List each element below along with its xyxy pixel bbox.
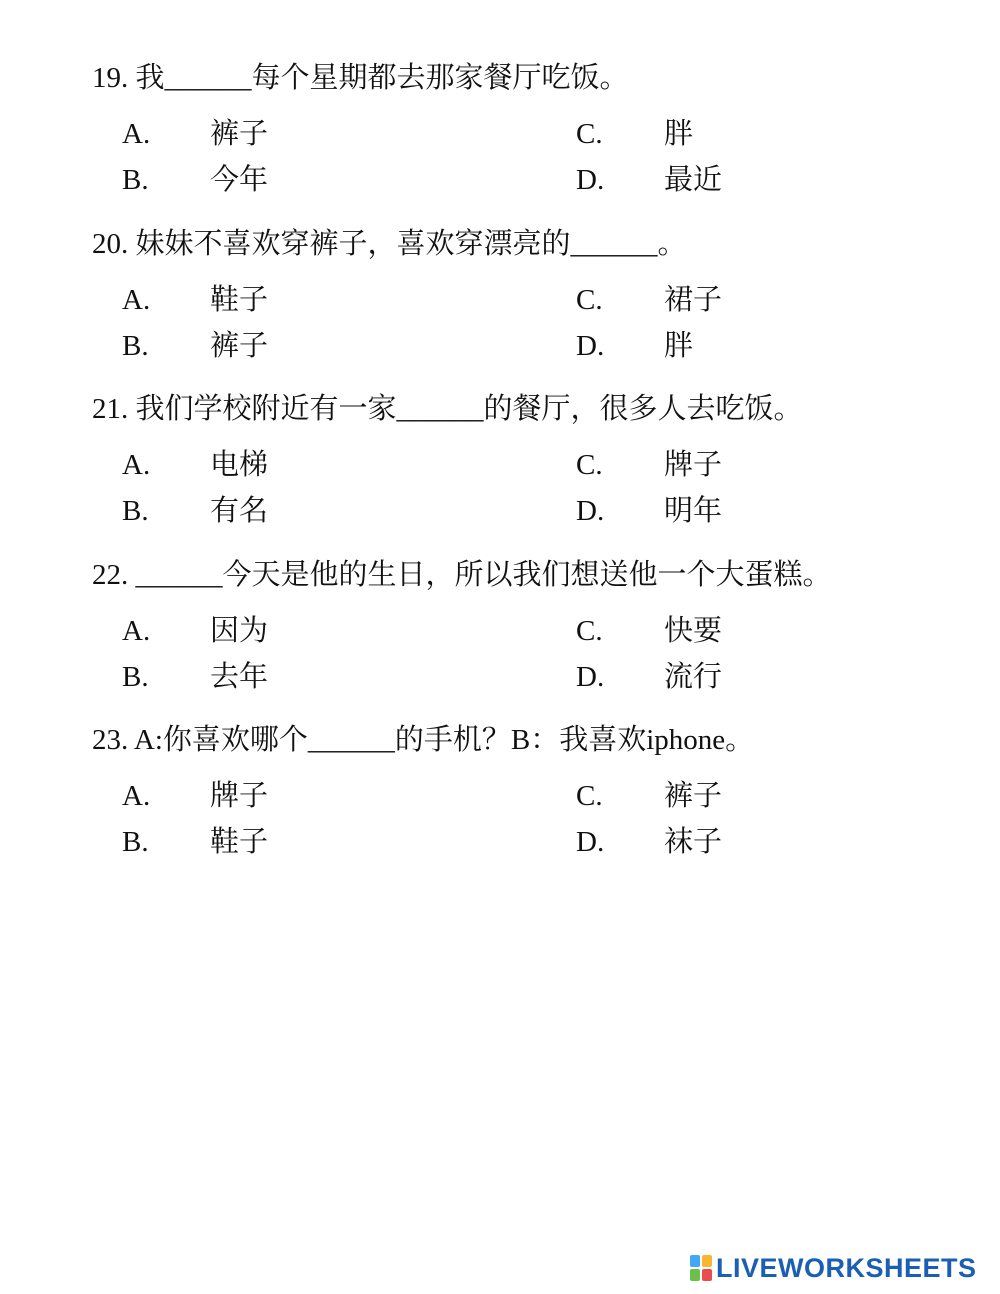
option-text: 鞋子 <box>210 826 269 858</box>
option-text: 胖 <box>664 118 694 150</box>
answer-options <box>92 447 972 539</box>
option-letter: D. <box>576 330 605 362</box>
question-21 <box>92 391 972 539</box>
option-text: 因为 <box>210 615 269 647</box>
option-b[interactable] <box>122 493 268 529</box>
option-letter: D. <box>576 826 605 858</box>
option-text: 快要 <box>664 615 723 647</box>
option-a[interactable] <box>122 447 268 483</box>
option-letter: C. <box>576 615 603 647</box>
option-text: 裤子 <box>210 118 269 150</box>
question-text: 22. ______今天是他的生日，所以我们想送他一个大蛋糕。 <box>92 559 832 591</box>
option-text: 鞋子 <box>210 284 269 316</box>
option-letter: B. <box>122 164 149 196</box>
option-c[interactable] <box>576 778 722 814</box>
option-b[interactable] <box>122 824 268 860</box>
option-letter: A. <box>122 615 151 647</box>
answer-options <box>92 778 972 870</box>
option-text: 明年 <box>664 495 723 527</box>
option-text: 电梯 <box>210 449 269 481</box>
option-letter: B. <box>122 330 149 362</box>
option-letter: D. <box>576 661 605 693</box>
question-text: 23. A:你喜欢哪个______的手机？B：我喜欢iphone。 <box>92 724 755 756</box>
option-text: 最近 <box>664 164 723 196</box>
option-text: 裙子 <box>664 284 723 316</box>
question-22 <box>92 557 972 705</box>
option-text: 胖 <box>664 330 694 362</box>
option-letter: B. <box>122 826 149 858</box>
question-23 <box>92 722 972 870</box>
option-a[interactable] <box>122 613 268 649</box>
answer-options <box>92 116 972 208</box>
option-letter: D. <box>576 164 605 196</box>
option-letter: C. <box>576 118 603 150</box>
option-text: 裤子 <box>210 330 269 362</box>
option-text: 今年 <box>210 164 269 196</box>
option-letter: A. <box>122 449 151 481</box>
option-text: 有名 <box>210 495 269 527</box>
option-letter: B. <box>122 661 149 693</box>
question-text: 20. 妹妹不喜欢穿裤子，喜欢穿漂亮的______。 <box>92 228 687 260</box>
option-text: 裤子 <box>664 780 723 812</box>
option-letter: C. <box>576 780 603 812</box>
question-19 <box>92 60 972 208</box>
option-b[interactable] <box>122 659 268 695</box>
option-text: 袜子 <box>664 826 723 858</box>
option-d[interactable] <box>576 824 722 860</box>
liveworksheets-logo <box>690 1251 977 1285</box>
answer-options <box>92 613 972 705</box>
option-letter: D. <box>576 495 605 527</box>
option-d[interactable] <box>576 328 693 364</box>
question-text: 21. 我们学校附近有一家______的餐厅，很多人去吃饭。 <box>92 393 803 425</box>
option-c[interactable] <box>576 447 722 483</box>
option-c[interactable] <box>576 282 722 318</box>
option-c[interactable] <box>576 613 722 649</box>
option-d[interactable] <box>576 162 722 198</box>
option-d[interactable] <box>576 493 722 529</box>
option-text: 流行 <box>664 661 723 693</box>
answer-options <box>92 282 972 374</box>
option-b[interactable] <box>122 328 268 364</box>
liveworksheets-logo-icon <box>690 1255 712 1281</box>
option-b[interactable] <box>122 162 268 198</box>
option-letter: A. <box>122 780 151 812</box>
option-letter: B. <box>122 495 149 527</box>
option-letter: A. <box>122 118 151 150</box>
option-c[interactable] <box>576 116 693 152</box>
question-20 <box>92 226 972 374</box>
option-letter: C. <box>576 284 603 316</box>
logo-text: LIVEWORKSHEETS <box>716 1252 977 1283</box>
option-text: 牌子 <box>664 449 723 481</box>
option-text: 去年 <box>210 661 269 693</box>
option-text: 牌子 <box>210 780 269 812</box>
option-a[interactable] <box>122 116 268 152</box>
question-text: 19. 我______每个星期都去那家餐厅吃饭。 <box>92 62 629 94</box>
option-letter: A. <box>122 284 151 316</box>
option-a[interactable] <box>122 778 268 814</box>
option-letter: C. <box>576 449 603 481</box>
option-a[interactable] <box>122 282 268 318</box>
option-d[interactable] <box>576 659 722 695</box>
